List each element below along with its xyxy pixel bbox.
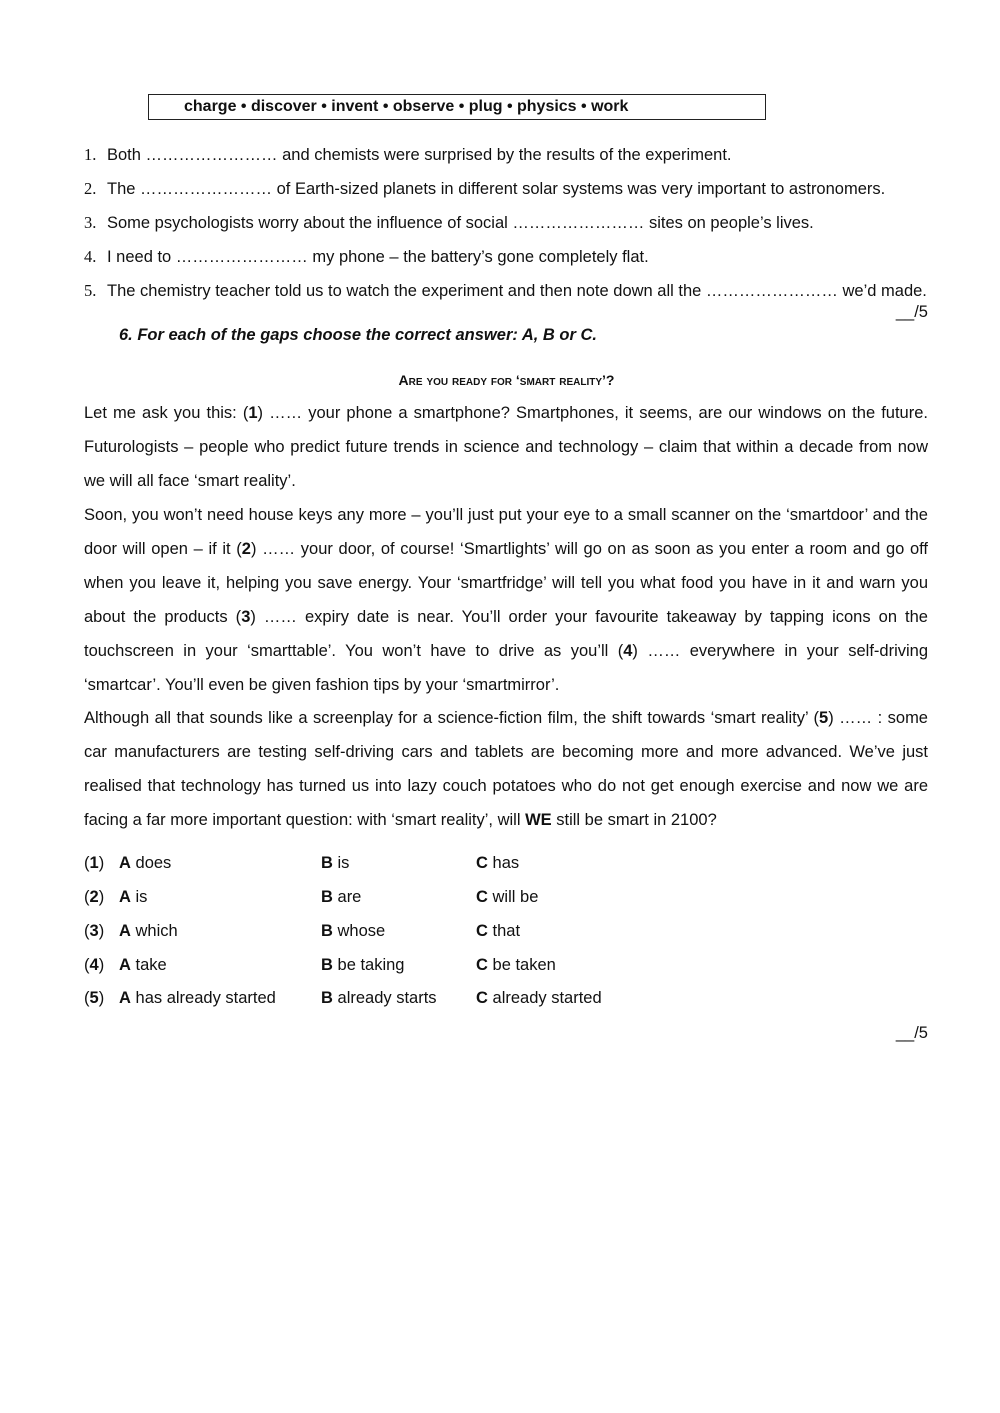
value: that [492,922,521,940]
value: already starts [337,989,437,1007]
letter: C [476,922,488,940]
option-number: (1) [84,854,105,872]
sentence-text: I need to …………………… my phone – the battery’s gone completely flat. [107,248,649,266]
article-paragraph-2 [84,499,928,702]
value: take [135,956,167,974]
gap-number: 3 [241,607,251,626]
option-c [476,888,538,907]
option-c [476,922,520,941]
value: is [135,888,148,906]
gap-number: 1 [248,404,258,422]
sentence-text: The …………………… of Earth-sized planets in different solar systems was very important to astronomers. [107,180,886,198]
option-c [476,989,602,1008]
letter: A [119,922,131,940]
letter: B [321,956,333,974]
sentence-number: 4. [84,247,97,266]
letter: C [476,956,488,974]
text: ) …… your phone a smartphone? Smartphones, it seems, are our windows on the future. Futurologists – people who predict future trends in science and technology – claim that within a decade from now we will all face ‘smart reality’. [84,404,928,490]
value: has [492,854,520,872]
text: ) …… your door, of course! ‘Smartlights’ will go on as soon as you enter a room and go off when you leave it, helping you save energy. Your ‘smartfridge’ will tell you what food you have in it and warn you about the products ( [84,539,928,626]
letter: C [476,989,488,1007]
num: 1 [89,854,99,872]
option-b [321,956,404,975]
sentence-5 [84,281,927,301]
sentence-number: 1. [84,145,97,164]
letter: B [321,922,333,940]
gap-number: 2 [241,539,251,558]
sentence-text: Some psychologists worry about the influence of social …………………… sites on people’s lives. [107,214,814,232]
value: is [337,854,350,872]
sentence-4 [84,247,649,267]
text: Let me ask you this: ( [84,404,249,422]
letter: C [476,888,488,906]
num: 2 [89,888,99,906]
value: be taking [337,956,405,974]
sentence-text: Both …………………… and chemists were surprised by the results of the experiment. [107,146,732,164]
value: be taken [492,956,556,974]
text: ) …… expiry date is near. You’ll order your favourite takeaway by tapping icons on the touchscreen in your ‘smarttable’. You won’t have to drive as you’ll ( [84,607,928,660]
num: 3 [89,922,99,940]
article-paragraph-1 [84,397,928,499]
text: Although all that sounds like a screenplay for a science-fiction film, the shift towards ‘smart reality’ ( [84,709,820,727]
letter: A [119,989,131,1007]
value: does [135,854,172,872]
option-b [321,854,349,873]
option-b [321,888,361,907]
value: already started [492,989,602,1007]
option-number: (3) [84,922,105,940]
option-a [119,989,276,1008]
letter: A [119,888,131,906]
text: Soon, you won’t need house keys any more – you’ll just put your eye to a small scanner on the ‘smartdoor’ and the door will open – if it ( [84,506,928,558]
score-section-6: __/5 [895,1024,928,1042]
article-paragraph-3 [84,702,928,838]
value: has already started [135,989,276,1007]
option-number: (2) [84,888,105,906]
letter: A [119,956,131,974]
option-number: (5) [84,989,105,1007]
gap-number: 5 [819,709,829,727]
num: 4 [89,956,99,974]
letter: A [119,854,131,872]
letter: B [321,888,333,906]
option-a [119,854,171,873]
text: still be smart in 2100? [551,810,717,829]
option-a [119,922,178,941]
option-c [476,854,519,873]
score-section-5: __/5 [895,303,928,321]
word-box [148,94,766,120]
option-c [476,956,556,975]
sentence-2 [84,179,885,199]
word-box-text: charge • discover • invent • observe • plug • physics • work [184,98,629,115]
letter: B [321,854,333,872]
sentence-number: 2. [84,179,97,198]
letter: C [476,854,488,872]
option-b [321,922,385,941]
sentence-number: 3. [84,213,97,232]
option-number: (4) [84,956,105,974]
value: are [337,888,362,906]
value: which [135,922,178,940]
sentence-number: 5. [84,281,97,300]
text: ) …… everywhere in your self-driving ‘smartcar’. You’ll even be given fashion tips by your ‘smartmirror’. [84,641,928,694]
gap-number: 4 [623,641,633,660]
sentence-1 [84,145,732,165]
value: will be [492,888,539,906]
emphasis-we: WE [525,810,552,829]
option-b [321,989,437,1008]
value: whose [337,922,386,940]
option-a [119,956,167,975]
sentence-text: The chemistry teacher told us to watch the experiment and then note down all the …………………… we’d made. [107,282,927,300]
task-6-instruction: 6. For each of the gaps choose the correct answer: A, B or C. [119,326,598,344]
num: 5 [89,989,99,1007]
option-a [119,888,147,907]
sentence-3 [84,213,814,233]
text: ) …… : some car manufacturers are testing self-driving cars and tablets are becoming more and more advanced. We’ve just realised that technology has turned us into lazy couch potatoes who do not get enough exercise and now we are facing a far more important question: with ‘smart reality’, will [84,709,928,829]
article-title: Are you ready for ‘smart reality’? [398,372,615,388]
letter: B [321,989,333,1007]
